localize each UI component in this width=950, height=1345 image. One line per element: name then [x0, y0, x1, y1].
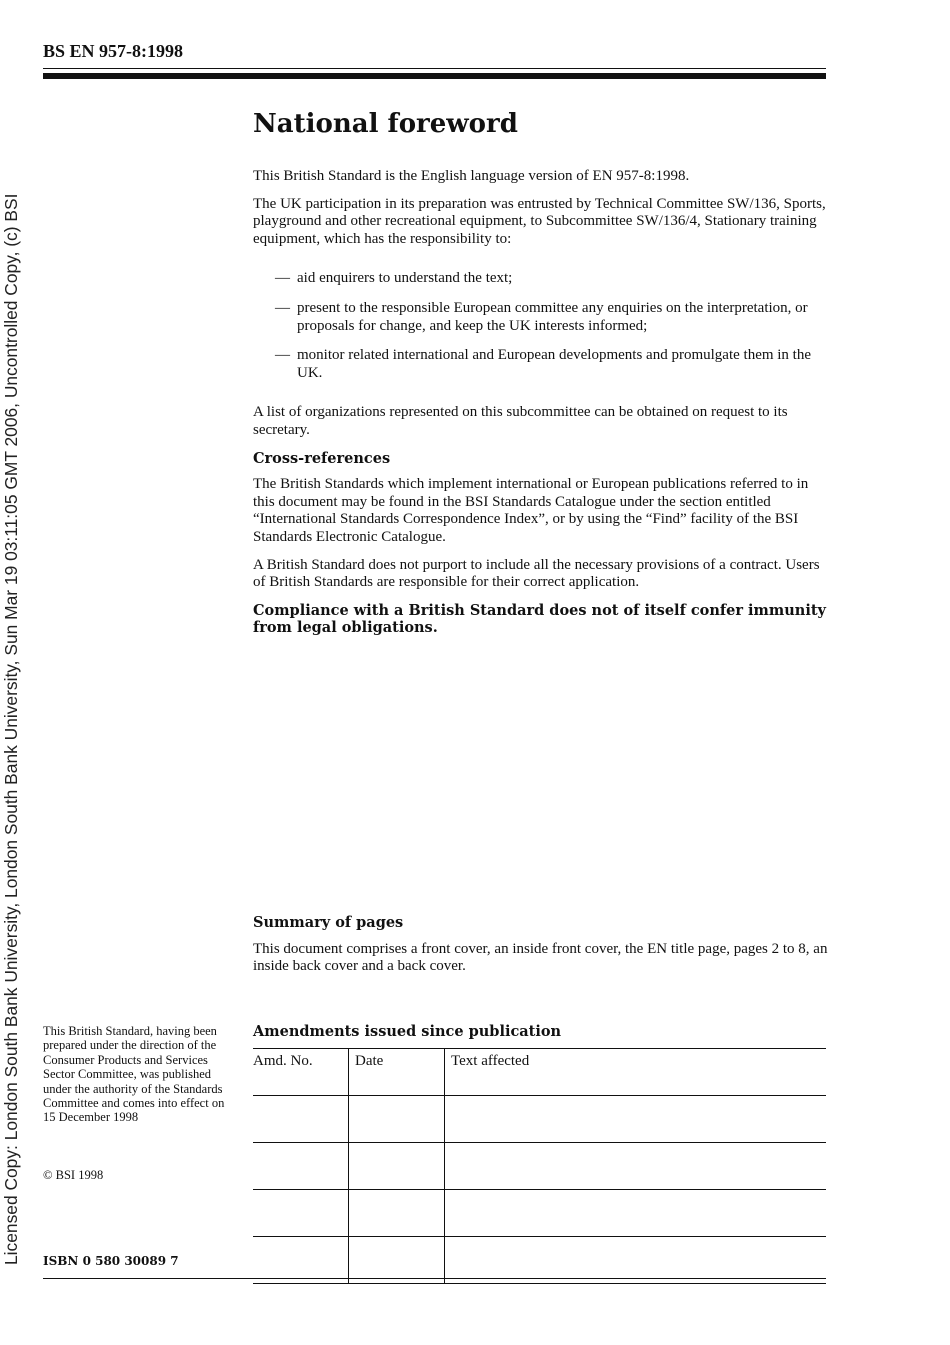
compliance-statement: Compliance with a British Standard does not of itself confer immunity from legal obligations. [253, 601, 826, 637]
table-row [253, 1190, 826, 1237]
list-item: — present to the responsible European committee any enquiries on the interpretation, or proposals for change, and keep the UK interests informed; [275, 299, 808, 334]
header-rule-thin [43, 68, 826, 69]
responsibility-list [275, 270, 828, 382]
crossref-paragraph: The British Standards which implement international or European publications referred to in this document may be found in the BSI Standards Catalogue under the section entitled “International Standards Correspondence Index”, or by using the “Find” facility of the BSI Standards Electronic Catalogue. [253, 476, 809, 545]
contract-paragraph: A British Standard does not purport to include all the necessary provisions of a contract. Users of British Standards are responsible for their correct application. [253, 556, 820, 591]
organizations-paragraph: A list of organizations represented on this subcommittee can be obtained on request to its secretary. [253, 404, 788, 438]
foreword-section [253, 106, 828, 647]
column-header-text-affected: Text affected [445, 1049, 827, 1096]
column-header-date: Date [349, 1049, 445, 1096]
isbn: ISBN 0 580 30089 7 [43, 1254, 179, 1268]
page-title: National foreword [253, 109, 518, 139]
amendments-table [253, 1048, 826, 1284]
list-item: — monitor related international and European developments and promulgate them in the UK. [275, 347, 812, 381]
license-watermark: Licensed Copy: London South Bank University, London South Bank University, Sun Mar 19 03:11:05 GMT 2006, Uncontrolled Copy, (c) BSI [1, 193, 21, 1265]
table-row [253, 1237, 826, 1284]
intro-paragraph: This British Standard is the English language version of EN 957-8:1998. [253, 168, 690, 184]
summary-section [253, 914, 828, 976]
column-header-amd-no: Amd. No. [253, 1049, 349, 1096]
summary-heading: Summary of pages [253, 914, 404, 931]
publication-note: This British Standard, having been prepared under the direction of the Consumer Products and Services Sector Committee, was published under the authority of the Standards Committee and comes into effect on 15 December 1998 [43, 1024, 225, 1125]
crossref-heading: Cross-references [253, 449, 391, 467]
header-rule-thick [43, 73, 826, 79]
table-row [253, 1096, 826, 1143]
document-id: BS EN 957-8:1998 [43, 41, 184, 61]
amendments-heading: Amendments issued since publication [253, 1023, 562, 1040]
table-row [253, 1143, 826, 1190]
participation-paragraph: The UK participation in its preparation was entrusted by Technical Committee SW/136, Sports, playground and other recreational equipment, to Subcommittee SW/136/4, Stationary training equipment, which has the responsibility to: [253, 195, 826, 247]
table-header-row [253, 1049, 826, 1096]
copyright-notice: © BSI 1998 [43, 1168, 104, 1182]
list-item: — aid enquirers to understand the text; [275, 270, 513, 287]
summary-paragraph: This document comprises a front cover, an inside front cover, the EN title page, pages 2 to 8, an inside back cover and a back cover. [253, 940, 828, 975]
footer-rule [43, 1278, 826, 1279]
